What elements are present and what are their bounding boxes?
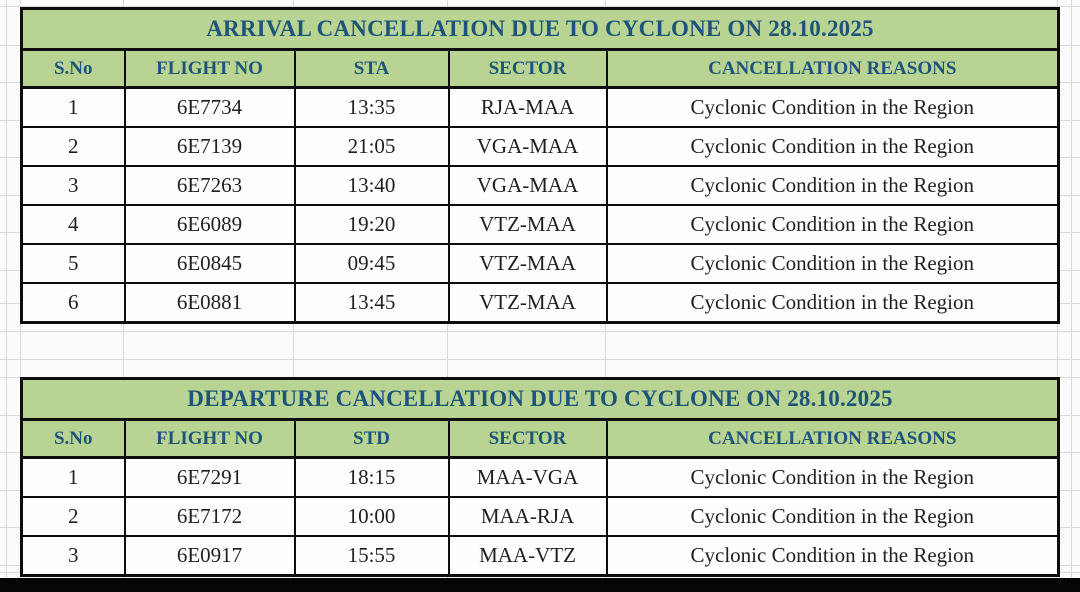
cell-cancellation-reason: Cyclonic Condition in the Region (607, 244, 1059, 283)
column-header-flight-no: FLIGHT NO (125, 420, 295, 458)
cell-sector: VTZ-MAA (449, 244, 607, 283)
table-row (22, 536, 1059, 576)
cell-serial-no: 4 (22, 205, 125, 244)
cell-serial-no: 2 (22, 127, 125, 166)
column-header-std: STD (295, 420, 449, 458)
column-header-flight-no: FLIGHT NO (125, 50, 295, 88)
cell-sector: MAA-VGA (449, 458, 607, 498)
cell-serial-no: 6 (22, 283, 125, 323)
table-row (22, 127, 1059, 166)
cell-flight-no: 6E0917 (125, 536, 295, 576)
cell-flight-no: 6E7263 (125, 166, 295, 205)
column-header-cancellation-reasons: CANCELLATION REASONS (607, 50, 1059, 88)
gridline-vertical (6, 0, 7, 592)
cell-time: 18:15 (295, 458, 449, 498)
cell-cancellation-reason: Cyclonic Condition in the Region (607, 205, 1059, 244)
cell-sector: RJA-MAA (449, 88, 607, 128)
column-header-s-no: S.No (22, 420, 125, 458)
column-header-s-no: S.No (22, 50, 125, 88)
cell-serial-no: 1 (22, 458, 125, 498)
cell-flight-no: 6E0845 (125, 244, 295, 283)
table-row (22, 497, 1059, 536)
table-row (22, 458, 1059, 498)
cell-time: 13:45 (295, 283, 449, 323)
cell-flight-no: 6E7139 (125, 127, 295, 166)
cell-time: 15:55 (295, 536, 449, 576)
departure-cancellation-table (20, 377, 1060, 577)
cell-flight-no: 6E7172 (125, 497, 295, 536)
table-title: ARRIVAL CANCELLATION DUE TO CYCLONE ON 28.10.2025 (22, 9, 1059, 50)
cell-sector: MAA-VTZ (449, 536, 607, 576)
cell-serial-no: 1 (22, 88, 125, 128)
cell-cancellation-reason: Cyclonic Condition in the Region (607, 88, 1059, 128)
table-row (22, 88, 1059, 128)
cell-time: 13:40 (295, 166, 449, 205)
cell-serial-no: 2 (22, 497, 125, 536)
table-row (22, 244, 1059, 283)
cell-time: 09:45 (295, 244, 449, 283)
gridline-horizontal (0, 331, 1080, 332)
cell-flight-no: 6E7291 (125, 458, 295, 498)
cell-cancellation-reason: Cyclonic Condition in the Region (607, 127, 1059, 166)
cell-sector: VTZ-MAA (449, 205, 607, 244)
cell-time: 21:05 (295, 127, 449, 166)
cell-cancellation-reason: Cyclonic Condition in the Region (607, 283, 1059, 323)
cell-serial-no: 3 (22, 166, 125, 205)
cell-time: 13:35 (295, 88, 449, 128)
cell-flight-no: 6E0881 (125, 283, 295, 323)
column-header-sector: SECTOR (449, 420, 607, 458)
cell-sector: VTZ-MAA (449, 283, 607, 323)
cell-sector: VGA-MAA (449, 127, 607, 166)
cell-cancellation-reason: Cyclonic Condition in the Region (607, 166, 1059, 205)
column-header-cancellation-reasons: CANCELLATION REASONS (607, 420, 1059, 458)
cell-cancellation-reason: Cyclonic Condition in the Region (607, 536, 1059, 576)
cell-sector: MAA-RJA (449, 497, 607, 536)
table-title: DEPARTURE CANCELLATION DUE TO CYCLONE ON 28.10.2025 (22, 379, 1059, 420)
cell-flight-no: 6E7734 (125, 88, 295, 128)
cell-serial-no: 3 (22, 536, 125, 576)
column-header-sta: STA (295, 50, 449, 88)
column-header-sector: SECTOR (449, 50, 607, 88)
table-row (22, 205, 1059, 244)
cell-cancellation-reason: Cyclonic Condition in the Region (607, 458, 1059, 498)
cell-sector: VGA-MAA (449, 166, 607, 205)
cell-cancellation-reason: Cyclonic Condition in the Region (607, 497, 1059, 536)
cell-time: 19:20 (295, 205, 449, 244)
bottom-black-bar (0, 578, 1080, 592)
cell-serial-no: 5 (22, 244, 125, 283)
cell-time: 10:00 (295, 497, 449, 536)
gridline-vertical (1071, 0, 1072, 592)
table-row (22, 166, 1059, 205)
arrival-cancellation-table (20, 7, 1060, 324)
cell-flight-no: 6E6089 (125, 205, 295, 244)
table-row (22, 283, 1059, 323)
gridline-horizontal (0, 359, 1080, 360)
